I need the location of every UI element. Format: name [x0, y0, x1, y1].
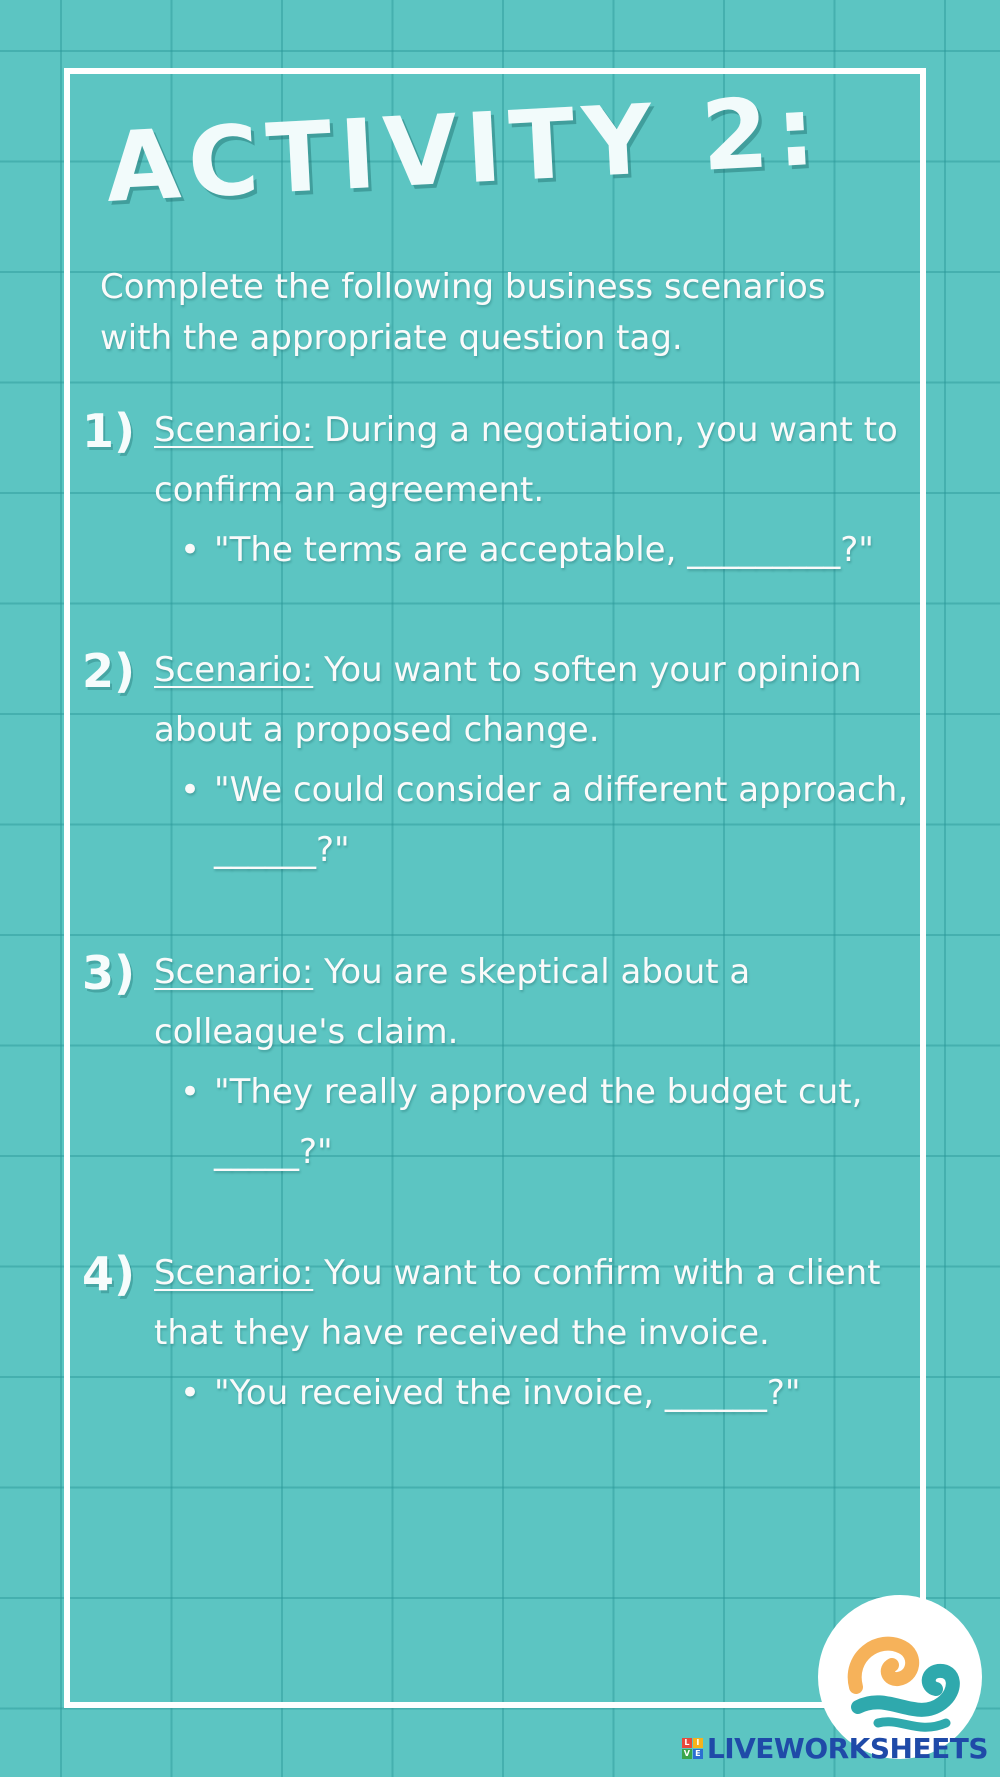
scenario-description: You are skeptical about a colleague's claim. — [154, 952, 751, 1052]
brand-name: LIVEWORKSHEETS — [706, 1732, 988, 1765]
scenario-item-4 — [82, 1243, 922, 1423]
logo-letter: L — [682, 1738, 692, 1748]
logo-letter: E — [693, 1749, 703, 1759]
instructions: Complete the following business scenarios with the appropriate question tag. — [100, 267, 826, 358]
item-number: 3) — [82, 946, 136, 1000]
logo-letter: V — [683, 1749, 690, 1758]
bullet-icon: • — [180, 1072, 201, 1112]
scenario-label: Scenario: — [154, 952, 314, 992]
item-number: 2) — [82, 644, 136, 698]
scenario-label: Scenario: — [154, 650, 314, 690]
question-tag-prompt — [180, 1062, 922, 1182]
scenario-text — [154, 942, 922, 1062]
scenario-text — [154, 400, 922, 520]
bullet-icon: • — [180, 1373, 201, 1413]
quote-text: "You received the invoice, ______?" — [214, 1373, 801, 1413]
quote-text: "They really approved the budget cut, _____?" — [214, 1072, 863, 1172]
scenario-text — [154, 1243, 922, 1363]
scenario-text — [154, 640, 922, 760]
liveworksheets-branding — [682, 1732, 988, 1765]
item-number: 4) — [82, 1247, 136, 1301]
scenario-item-3 — [82, 942, 922, 1182]
quote-text: "We could consider a different approach, ______?" — [214, 770, 909, 870]
item-number: 1) — [82, 404, 136, 458]
scenario-item-2 — [82, 640, 922, 880]
activity-title: ACTIVITY 2: — [103, 74, 826, 224]
bullet-icon: • — [180, 770, 201, 810]
scenario-item-1 — [82, 400, 922, 580]
scenario-description: During a negotiation, you want to confirm an agreement. — [154, 410, 898, 510]
bullet-icon: • — [180, 530, 201, 570]
scenario-description: You want to confirm with a client that they have received the invoice. — [154, 1253, 881, 1353]
scenario-label: Scenario: — [154, 1253, 314, 1293]
question-tag-prompt — [180, 520, 922, 580]
scenario-description: You want to soften your opinion about a proposed change. — [154, 650, 862, 750]
question-tag-prompt — [180, 1363, 922, 1423]
liveworksheets-logo-icon — [682, 1738, 703, 1759]
logo-letter: I — [693, 1738, 703, 1748]
question-tag-prompt — [180, 760, 922, 880]
quote-text: "The terms are acceptable, _________?" — [214, 530, 874, 570]
scenario-label: Scenario: — [154, 410, 314, 450]
